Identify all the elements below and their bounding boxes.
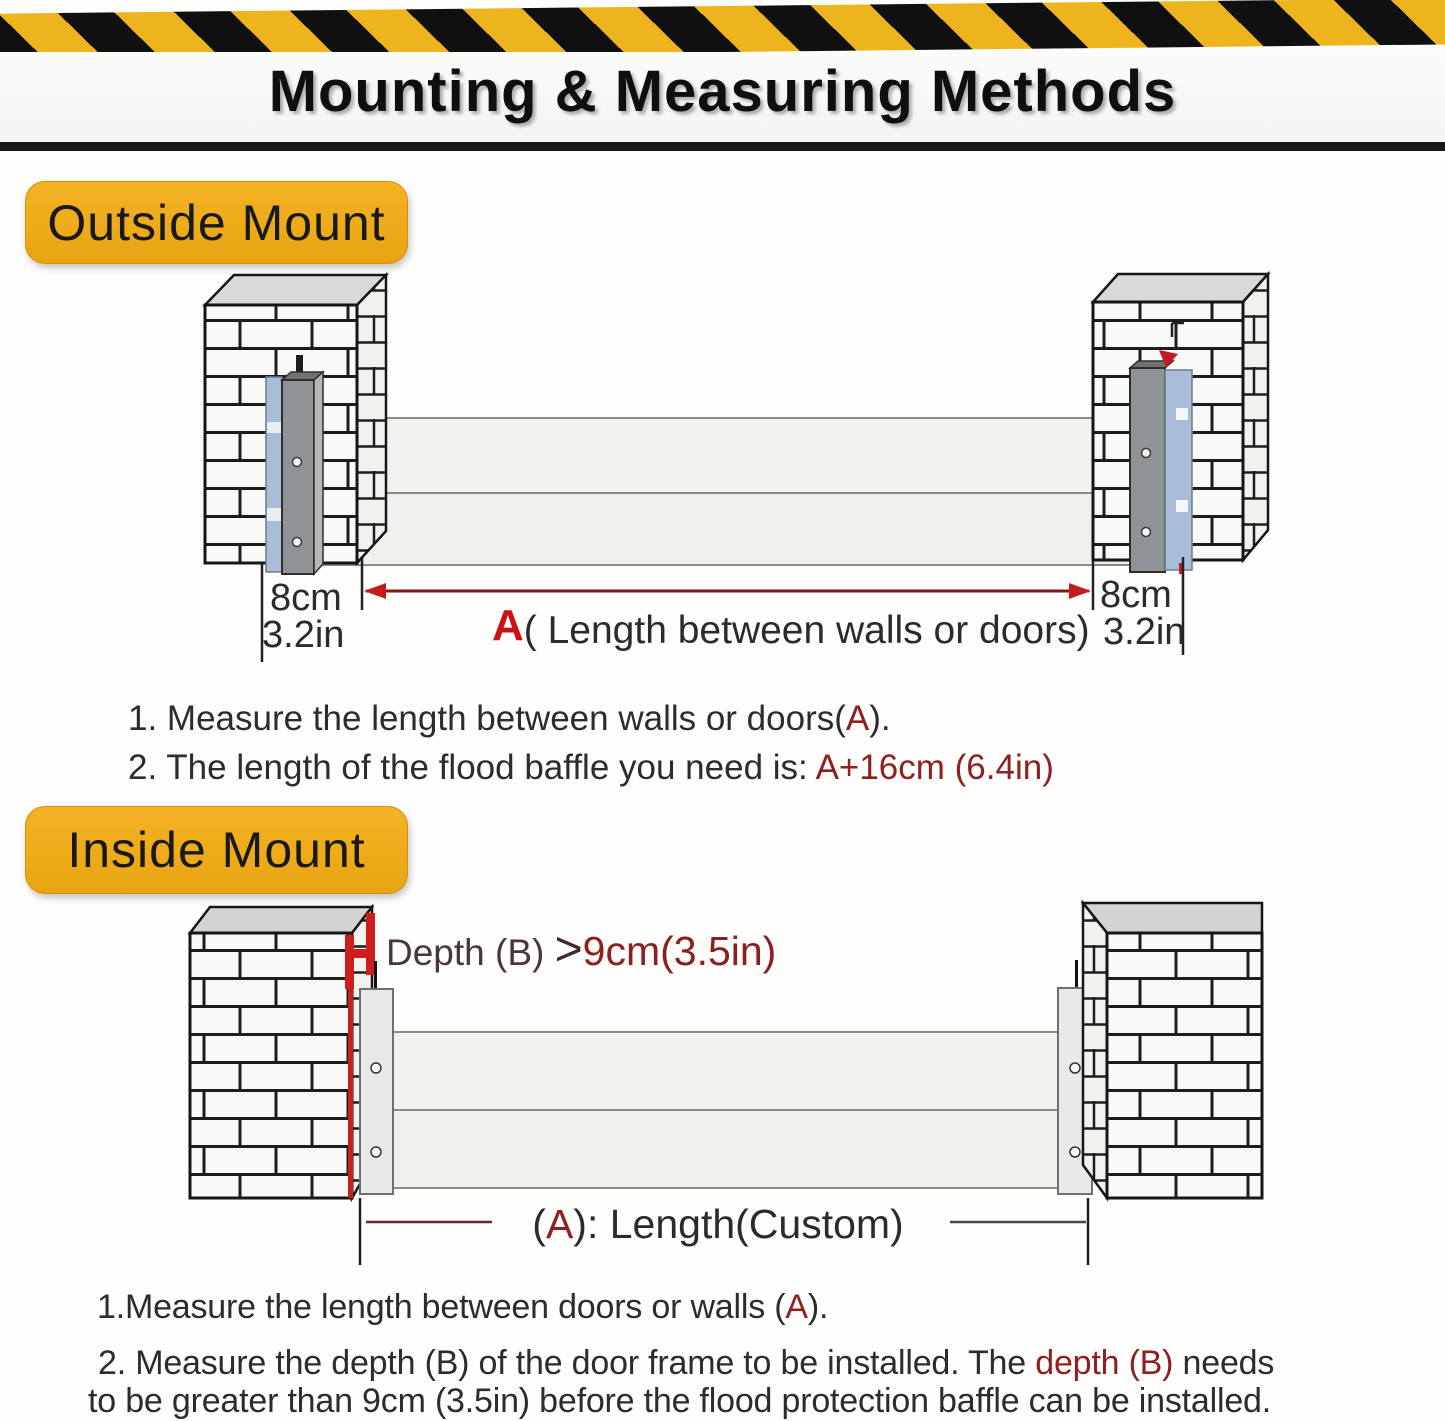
outside-step-1: 1. Measure the length between walls or doors(A).	[128, 699, 891, 738]
right-mounting-bracket	[1130, 350, 1192, 574]
barrier-panel-bottom	[393, 1110, 1060, 1188]
inside-mount-steps	[88, 1288, 1274, 1420]
pillar-side-face	[1243, 274, 1268, 560]
outside-mount-badge-label: Outside Mount	[47, 194, 386, 251]
pillar-front-face	[190, 933, 352, 1198]
left-brick-pillar	[190, 907, 372, 1198]
left-mounting-bracket	[360, 961, 393, 1194]
screw-hole	[371, 1063, 381, 1073]
hazard-stripe-banner	[0, 0, 1445, 60]
bracket-pin	[1075, 960, 1078, 988]
bracket-side	[314, 372, 323, 574]
inside-dimension-lines	[360, 1198, 1088, 1265]
barrier-panel-bottom	[320, 493, 1140, 565]
depth-bar-back	[366, 913, 375, 975]
right-brick-pillar	[1083, 903, 1262, 1198]
screw-hole	[293, 538, 302, 547]
left-seal-strip	[266, 377, 282, 572]
pillar-top-face	[190, 907, 372, 933]
screw-hole	[293, 458, 302, 467]
flood-barrier-panels	[320, 418, 1140, 565]
pillar-side-face	[357, 275, 386, 563]
outside-dimension-lines	[262, 557, 1185, 662]
pillar-top-face	[1083, 903, 1262, 933]
length-custom-label: (A): Length(Custom)	[532, 1201, 904, 1247]
left-overlap-cm: 8cm	[270, 577, 342, 619]
pillar-top-face	[205, 275, 386, 305]
inside-mount-badge-label: Inside Mount	[67, 822, 366, 878]
depth-crossbar	[345, 949, 375, 958]
screw-hole	[1070, 1063, 1080, 1073]
seal-mark	[267, 508, 281, 521]
pillar-front-face	[1107, 933, 1262, 1198]
bracket-body	[1130, 368, 1165, 572]
pillar-top-face	[1093, 274, 1268, 302]
bracket-body	[360, 989, 393, 1194]
pillar-side-face	[1083, 903, 1107, 1198]
seal-mark	[1176, 500, 1188, 512]
depth-bar-front	[345, 935, 354, 989]
left-overlap-in: 3.2in	[262, 614, 345, 656]
page-title: Mounting & Measuring Methods	[268, 59, 1177, 124]
screw-hole	[1142, 449, 1151, 458]
arrowhead-left-icon	[364, 583, 386, 599]
title-divider	[0, 142, 1445, 151]
seal-mark	[1176, 408, 1188, 420]
outside-step-2: 2. The length of the flood baffle you need is: A+16cm (6.4in)	[128, 748, 1054, 787]
outside-mount-badge	[25, 181, 408, 264]
screw-hole	[371, 1147, 381, 1157]
inside-step-2: 2. Measure the depth (B) of the door frame to be installed. The depth (B) needs	[98, 1344, 1275, 1382]
flood-barrier-panels	[393, 1032, 1060, 1188]
barrier-panel-top	[320, 418, 1140, 493]
bracket-pin	[374, 961, 377, 989]
depth-edge-line	[348, 987, 353, 1198]
right-seal-strip	[1165, 370, 1192, 570]
right-overlap-in: 3.2in	[1103, 611, 1186, 653]
outside-mount-diagram	[0, 263, 1445, 693]
screw-hole	[1142, 528, 1151, 537]
inside-mount-diagram	[0, 893, 1445, 1278]
barrier-panel-top	[393, 1032, 1060, 1110]
screw-hole	[1070, 1147, 1080, 1157]
left-mounting-bracket	[266, 372, 323, 574]
span-a-label: A( Length between walls or doors)	[492, 601, 1090, 652]
inside-step-1: 1.Measure the length between doors or walls (A).	[97, 1288, 829, 1326]
right-overlap-cm: 8cm	[1100, 574, 1172, 616]
inside-mount-badge	[25, 806, 408, 894]
arrowhead-right-icon	[1069, 583, 1091, 599]
seal-mark	[267, 422, 281, 433]
depth-label: Depth (B) >9cm(3.5in)	[386, 923, 777, 976]
inside-step-2-continued: to be greater than 9cm (3.5in) before the flood protection baffle can be installed.	[88, 1382, 1271, 1420]
outside-mount-steps	[128, 694, 1054, 792]
